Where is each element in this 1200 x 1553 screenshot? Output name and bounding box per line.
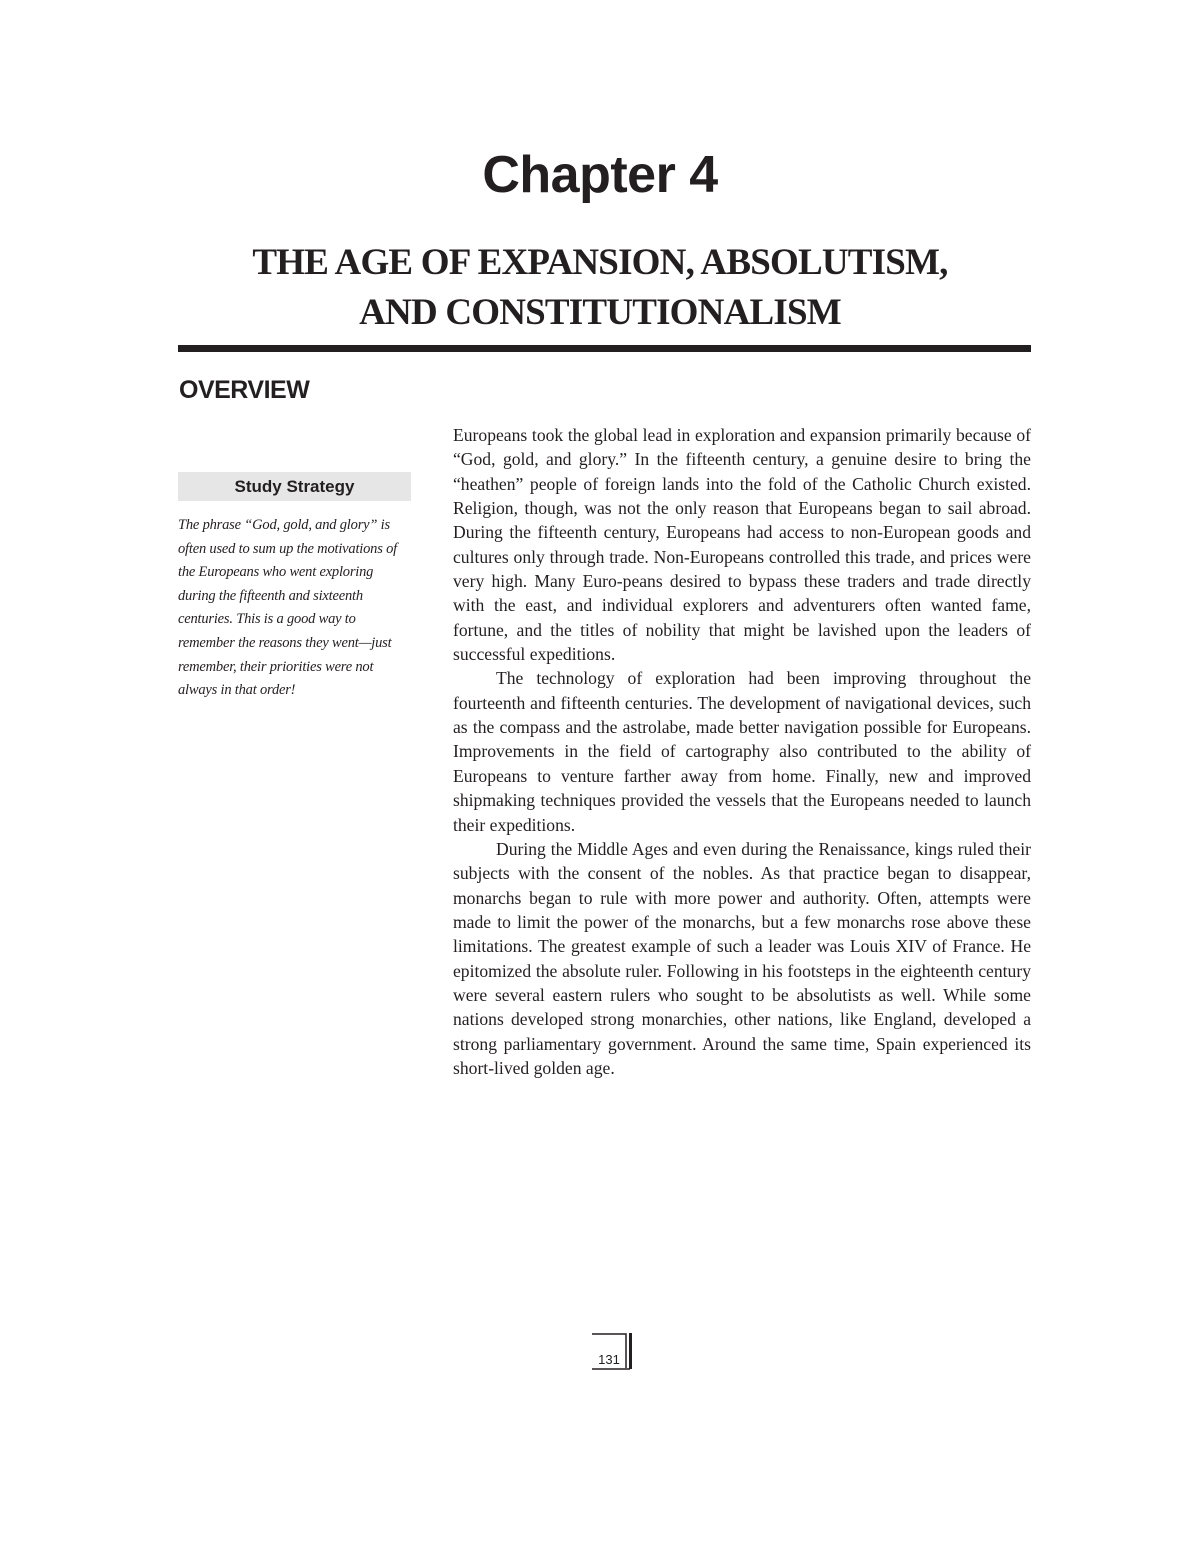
title-divider	[178, 345, 1031, 352]
sidebar-text: The phrase “God, gold, and glory” is often used to sum up the motivations of the Europeans who went exploring during the fifteenth and sixteenth centuries. This is a good way to remember the reasons they went—just remember, their priorities were not always in that order!	[178, 517, 397, 699]
body-paragraph-1: Europeans took the global lead in exploration and expansion primarily because of “God, gold, and glory.” In the fifteenth century, a genuine desire to bring the “heathen” people of foreign lands into the fold of the Catholic Church existed. Religion, though, was not the only reason that Europeans began to sail abroad. During the fifteenth century, Europeans had access to non-European goods and cultures only through trade. Non-Europeans controlled this trade, and prices were very high. Many Euro-peans desired to bypass these traders and trade directly with the east, and individual explorers and adventurers often wanted fame, fortune, and the titles of nobility that might be lavished upon the leaders of successful expeditions.	[453, 425, 1031, 665]
page-number-text: 131	[598, 1352, 620, 1367]
section-heading: OVERVIEW	[179, 376, 310, 404]
chapter-title-line-2: AND CONSTITUTIONALISM	[359, 292, 841, 333]
chapter-title-line-1: THE AGE OF EXPANSION, ABSOLUTISM,	[252, 242, 948, 283]
body-paragraph-2: The technology of exploration had been improving throughout the fourteenth and fifteenth centuries. The development of navigational devices, such as the compass and the astrolabe, made better navigation possible for Europeans. Improvements in the field of cartography also contributed to the ability of Europeans to venture farther away from home. Finally, new and improved shipmaking techniques provided the vessels that the Europeans needed to launch their expeditions.	[453, 668, 1031, 835]
body-paragraph-3: During the Middle Ages and even during the Renaissance, kings ruled their subjects with the consent of the nobles. As that practice began to disappear, monarchs began to rule with more power and authority. Often, attempts were made to limit the power of the monarchs, but a few monarchs rose above these limitations. The greatest example of such a leader was Louis XIV of France. He epitomized the absolute ruler. Following in his footsteps in the eighteenth century were several eastern rulers who sought to be absolutists as well. While some nations developed strong monarchies, other nations, like England, developed a strong parliamentary government. Around the same time, Spain experienced its short-lived golden age.	[453, 838, 1031, 1078]
page-number	[590, 1332, 636, 1372]
chapter-label: Chapter 4	[482, 146, 718, 204]
sidebar-header: Study Strategy	[178, 472, 411, 501]
body-text	[453, 423, 1031, 1080]
chapter-title	[0, 238, 1200, 338]
